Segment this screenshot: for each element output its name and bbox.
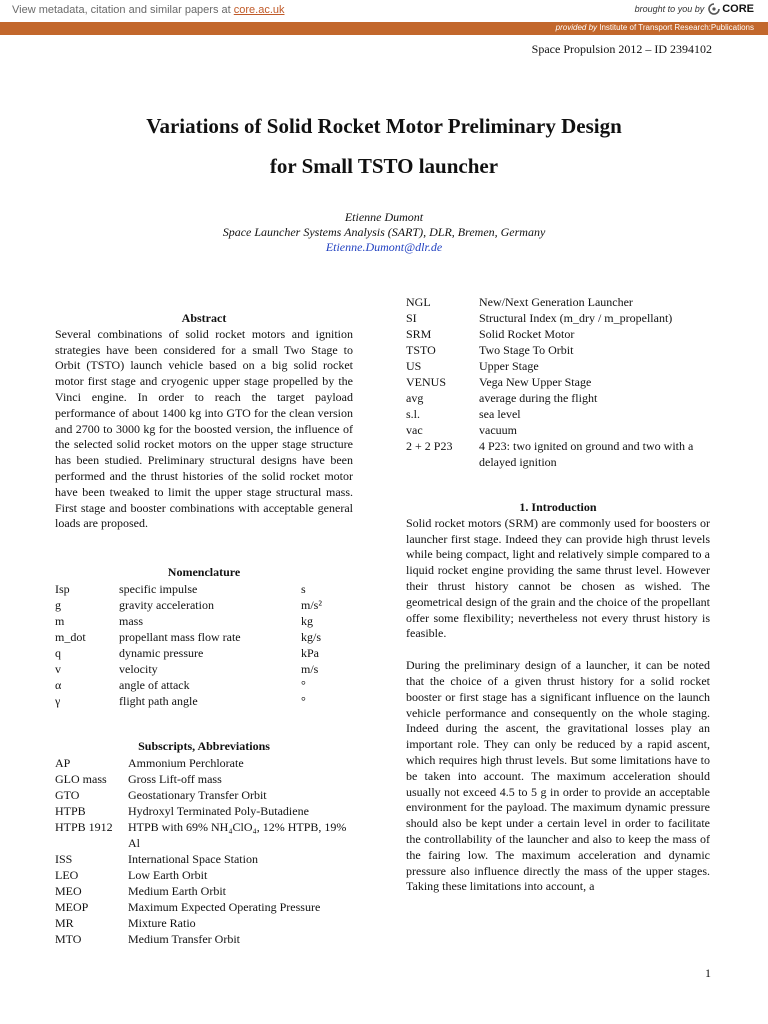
abbreviation-term: US [406,359,422,373]
abbreviation-description: Gross Lift-off mass [128,771,222,786]
core-brought-by: brought to you by CORE [634,3,754,15]
nomenclature-symbol: Isp [55,581,70,596]
abbreviation-description: Upper Stage [479,359,539,373]
abbreviation-term: AP [55,755,71,770]
abbreviation-term: LEO [55,867,79,882]
introduction-section [406,500,710,895]
abbreviation-description: Mixture Ratio [128,915,196,930]
abbreviation-row [406,310,710,326]
abbreviation-row [406,374,710,390]
abbreviation-description: International Space Station [128,851,258,866]
abbreviation-row [406,406,710,422]
abstract-section [55,311,353,532]
abbreviation-row [406,326,710,342]
abbreviations-table-right [406,294,710,470]
nomenclature-unit: m/s [301,661,319,676]
abbreviation-term: ISS [55,851,73,866]
abbreviation-row [55,803,353,819]
nomenclature-unit: ° [301,677,306,692]
abbreviation-term: MTO [55,931,82,946]
nomenclature-description: flight path angle [119,693,198,708]
abbreviation-row [55,755,353,771]
abbreviation-description: Ammonium Perchlorate [128,755,244,770]
introduction-paragraph-2: During the preliminary design of a launcher, it can be noted that the choice of a given thrust history for a solid rocket booster or first stage has a significant influence on the launch vehicle performance and consequently on the whole staging. Indeed during the ascent, the gravitational losses play an important role. They can only be reduced by a rapid ascent, which requires high thrust levels. But some limitations have to be taken into account. The maximum acceleration should usually not exceed 4.5 to 5 g in order to provide an acceptable environment for the payload. The maximum dynamic pressure should also be kept under a certain level in order to facilitate the controllability of the launcher and also to keep the mass of the fairing low. The maximum acceleration and dynamic pressure also influence directly the mass of the upper stages. Taking these limitations into account, a [406,658,710,894]
nomenclature-symbol: α [55,677,62,692]
nomenclature-table [55,581,353,709]
abbreviation-row [406,390,710,406]
abbreviation-row [55,867,353,883]
nomenclature-symbol: γ [55,693,61,708]
abbreviation-description: Maximum Expected Operating Pressure [128,899,321,914]
nomenclature-row [55,597,353,613]
abbreviation-description: sea level [479,407,521,421]
abbreviation-row [55,883,353,899]
abbreviation-row [55,771,353,787]
abbreviation-term: 2 + 2 P23 [406,439,453,453]
subscripts-table [55,755,353,947]
nomenclature-row [55,613,353,629]
nomenclature-description: gravity acceleration [119,597,214,612]
abbreviation-row [55,787,353,803]
nomenclature-row [55,645,353,661]
abbreviation-row [55,851,353,867]
core-provider-bar [0,22,768,35]
abbreviation-term: MR [55,915,74,930]
author-affiliation: Space Launcher Systems Analysis (SART), DLR, Bremen, Germany [222,225,546,239]
abbreviation-description: Low Earth Orbit [128,867,208,882]
nomenclature-unit: kPa [301,645,319,660]
abbreviation-description: average during the flight [479,391,598,405]
nomenclature-row [55,677,353,693]
abbreviation-row [406,358,710,374]
abbreviation-term: avg [406,391,424,405]
nomenclature-symbol: q [55,645,61,660]
nomenclature-description: velocity [119,661,158,676]
core-provided-by[interactable]: provided by Institute of Transport Research:Publications [555,23,754,32]
nomenclature-description: mass [119,613,143,628]
nomenclature-description: specific impulse [119,581,198,596]
abbreviation-row [406,438,710,470]
abbreviation-term: NGL [406,295,431,309]
nomenclature-row [55,629,353,645]
abbreviation-term: s.l. [406,407,421,421]
nomenclature-unit: kg [301,613,313,628]
nomenclature-section [55,565,353,709]
nomenclature-row [55,693,353,709]
abbreviation-term: MEOP [55,899,89,914]
abbreviation-term: VENUS [406,375,447,389]
abbreviation-term: SRM [406,327,432,341]
nomenclature-unit: s [301,581,306,596]
nomenclature-symbol: m [55,613,65,628]
abbreviation-description: Geostationary Transfer Orbit [128,787,267,802]
abbreviation-description: Medium Transfer Orbit [128,931,240,946]
abstract-text: Several combinations of solid rocket motors and ignition strategies have been considered for a small Two Stage to Orbit (TSTO) launch vehicle based on a big solid rocket motor first stage and cryogenic upper stage propelled by the Vinci engine. In order to reach the target payload performance of about 1400 kg into GTO for the clean version and 2700 to 3000 kg for the boosted version, the influence of the selected solid rocket motors on the upper stage structure has been studied. Preliminary structural designs have been performed and the thrust histories of the solid rocket motor have been tweaked to limit the upper stage structural mass. First stage and booster combinations with acceptable general loads are proposed. [55,326,353,531]
subscripts-heading: Subscripts, Abbreviations [138,739,270,753]
abbreviation-description: Structural Index (m_dry / m_propellant) [479,311,673,325]
nomenclature-unit: ° [301,693,306,708]
nomenclature-unit: kg/s [301,629,322,644]
nomenclature-description: propellant mass flow rate [119,629,241,644]
abbreviation-description: HTPB with 69% NH₄ClO₄, 12% HTPB, 19% Al [128,819,347,850]
paper-title-line-2: for Small TSTO launcher [269,154,499,178]
abbreviation-term: MEO [55,883,82,898]
abbreviation-description: Hydroxyl Terminated Poly-Butadiene [128,803,309,818]
abbreviation-row [55,931,353,947]
abbreviation-description: 4 P23: two ignited on ground and two with a delayed ignition [479,439,694,469]
abbreviation-row [55,899,353,915]
abbreviation-term: HTPB 1912 [55,819,113,834]
abbreviation-term: HTPB [55,803,86,818]
abbreviation-row [406,294,710,310]
nomenclature-row [55,661,353,677]
core-banner [0,0,768,23]
abbreviations-continued [406,294,710,470]
core-logo[interactable]: CORE [708,3,754,15]
core-metadata-link[interactable]: View metadata, citation and similar papers at core.ac.uk [12,4,285,16]
conference-id: Space Propulsion 2012 – ID 2394102 [531,42,712,56]
abbreviation-description: Vega New Upper Stage [479,375,592,389]
author-email[interactable]: Etienne.Dumont@dlr.de [325,240,443,254]
paper-title-line-1: Variations of Solid Rocket Motor Preliminary Design [146,114,622,138]
abbreviation-row [55,915,353,931]
nomenclature-unit: m/s² [301,597,322,612]
page-number: 1 [705,966,711,980]
abbreviation-term: TSTO [406,343,436,357]
abbreviation-description: Two Stage To Orbit [479,343,574,357]
abbreviation-description: vacuum [479,423,517,437]
nomenclature-description: dynamic pressure [119,645,204,660]
abstract-heading: Abstract [181,311,227,325]
author-name: Etienne Dumont [344,210,424,224]
nomenclature-symbol: m_dot [55,629,86,644]
abbreviation-row [55,819,353,851]
introduction-paragraph-1: Solid rocket motors (SRM) are commonly used for boosters or launcher first stage. Indeed they can provide high thrust levels while being compact, light and relatively simple compared to a liquid rocket engine providing the same thrust level. However their thrust history cannot be chosen as wished. The geometrical design of the grain and the choice of the propellant offer some flexibility; nevertheless not every thrust history is feasible. [406,515,710,641]
nomenclature-description: angle of attack [119,677,190,692]
abbreviation-row [406,422,710,438]
nomenclature-heading: Nomenclature [167,565,241,579]
nomenclature-symbol: g [55,597,61,612]
abbreviation-row [406,342,710,358]
abbreviation-term: GTO [55,787,80,802]
introduction-heading: 1. Introduction [519,500,597,514]
abbreviation-description: New/Next Generation Launcher [479,295,633,309]
abbreviation-term: GLO mass [55,771,107,786]
abbreviation-term: vac [406,423,423,437]
core-logo-icon [708,3,720,15]
nomenclature-symbol: v [55,661,61,676]
subscripts-section [55,739,353,947]
nomenclature-row [55,581,353,597]
abbreviation-description: Medium Earth Orbit [128,883,226,898]
abbreviation-term: SI [406,311,417,325]
abbreviation-description: Solid Rocket Motor [479,327,575,341]
